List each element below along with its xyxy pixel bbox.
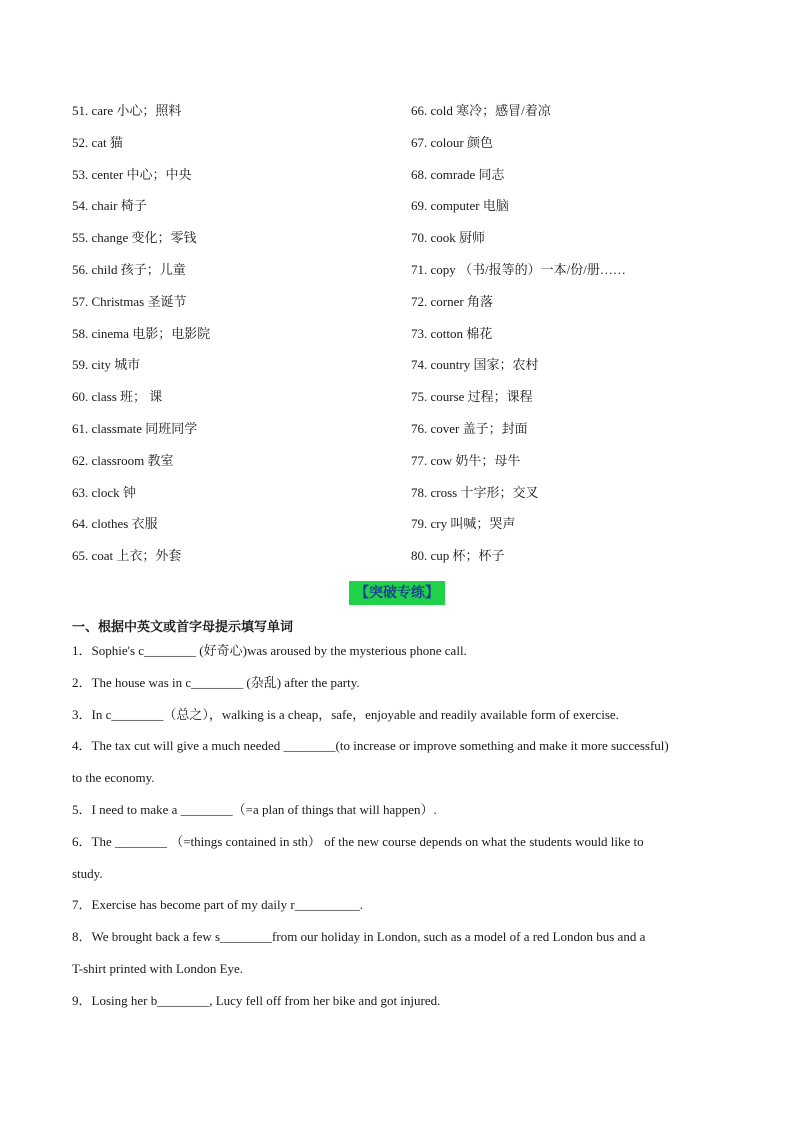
- vocab-item: 76. cover 盖子；封面: [411, 420, 528, 436]
- vocab-item: 66. cold 寒冷；感冒/着凉: [411, 103, 551, 118]
- vocab-item: 53. center 中心；中央: [72, 166, 192, 182]
- vocab-item: 77. cow 奶牛；母牛: [411, 452, 521, 468]
- vocab-item: 73. cotton 棉花: [411, 325, 493, 341]
- section-title: 一、根据中英文或首字母提示填写单词: [72, 620, 294, 635]
- exercise-line: 2．The house was in c________ (杂乱) after the party.: [72, 675, 360, 690]
- vocab-item: 75. course 过程；课程: [411, 389, 533, 405]
- exercise-line: 9．Losing her b________, Lucy fell off from her bike and got injured.: [72, 993, 441, 1008]
- vocab-item: 54. chair 椅子: [72, 198, 147, 214]
- vocab-item: 62. classroom 教室: [72, 452, 174, 468]
- vocab-item: 61. classmate 同班同学: [72, 420, 198, 436]
- exercise-line: 1．Sophie's c________ (好奇心)was aroused by the mysterious phone call.: [72, 643, 467, 658]
- vocab-item: 59. city 城市: [72, 357, 141, 373]
- vocab-item: 56. child 孩子；儿童: [72, 261, 186, 277]
- exercise-line: 8．We brought back a few s________from our holiday in London, such as a model of a red London bus and a: [72, 929, 646, 944]
- vocab-list-left: [72, 100, 210, 577]
- vocab-item: 60. class 班； 课: [72, 389, 163, 405]
- heading-wrapper: [0, 581, 794, 605]
- vocab-item: 80. cup 杯；杯子: [411, 548, 505, 564]
- vocab-item: 51. care 小心；照料: [72, 103, 182, 118]
- practice-heading: 【突破专练】: [349, 581, 445, 605]
- vocab-item: 71. copy （书/报等的）一本/份/册……: [411, 261, 626, 277]
- vocab-item: 68. comrade 同志: [411, 166, 505, 182]
- vocab-item: 69. computer 电脑: [411, 198, 509, 214]
- vocab-item: 55. change 变化；零钱: [72, 230, 197, 246]
- vocab-list-right: [411, 100, 626, 577]
- exercise-line: 3．In c________（总之），walking is a cheap，safe，enjoyable and readily available form of exercise.: [72, 707, 619, 722]
- vocab-item: 58. cinema 电影；电影院: [72, 325, 211, 341]
- vocab-item: 67. colour 颜色: [411, 134, 493, 150]
- vocab-item: 78. cross 十字形；交叉: [411, 484, 539, 500]
- exercise-line: T-shirt printed with London Eye.: [72, 961, 244, 976]
- vocab-item: 79. cry 叫喊；哭声: [411, 516, 516, 532]
- exercise-line: to the economy.: [72, 770, 155, 785]
- exercise-line: 5．I need to make a ________（=a plan of things that will happen）.: [72, 802, 437, 817]
- vocab-item: 63. clock 钟: [72, 484, 136, 500]
- exercise-line: 4．The tax cut will give a much needed ________(to increase or improve something and make it more successful): [72, 738, 669, 753]
- vocab-item: 70. cook 厨师: [411, 230, 486, 246]
- vocab-item: 52. cat 猫: [72, 134, 123, 150]
- exercise-line: 7．Exercise has become part of my daily r__________.: [72, 897, 363, 912]
- vocab-item: 72. corner 角落: [411, 293, 493, 309]
- vocab-item: 64. clothes 衣服: [72, 516, 158, 532]
- vocab-item: 57. Christmas 圣诞节: [72, 293, 187, 309]
- exercise-line: 6．The ________ （=things contained in sth） of the new course depends on what the students would like to: [72, 834, 644, 849]
- vocab-item: 65. coat 上衣；外套: [72, 548, 182, 564]
- vocab-item: 74. country 国家；农村: [411, 357, 539, 373]
- exercise-line: study.: [72, 866, 103, 881]
